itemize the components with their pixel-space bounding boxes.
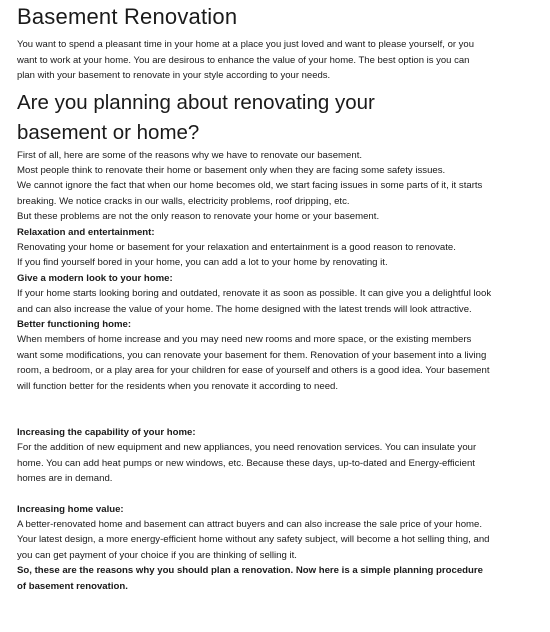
section-title: Are you planning about renovating your basement or home? [17,90,375,144]
subheading-modern-look: Give a modern look to your home: [17,272,173,284]
subheading-home-value: Increasing home value: [17,503,124,515]
paragraph: If your home starts looking boring and outdated, renovate it as soon as possible. It can give you a delightful look and can also increase the value of your home. The home designed with the latest trends will look attractive. [17,288,492,315]
lead-paragraph: First of all, here are some of the reasons why we have to renovate our basement. [17,149,363,161]
reason-paragraph: But these problems are not the only reason to renovate your home or your basement. [17,211,380,223]
subheading-relaxation: Relaxation and entertainment: [17,226,155,238]
subheading-better-functioning: Better functioning home: [17,318,132,330]
paragraph: For the addition of new equipment and new appliances, you need renovation services. You can insulate your home. You can add heat pumps or new windows, etc. Because these days, up-to-dated and Energy-efficient homes are in demand. [17,442,477,485]
paragraph: A better-renovated home and basement can attract buyers and can also increase the sale price of your home. Your latest design, a more energy-efficient home without any safety subject, will become a hot selling thing, and you can get payment of your choice if you are thinking of selling it. [17,519,490,561]
page-title: Basement Renovation [17,4,238,29]
subheading-capability: Increasing the capability of your home: [17,427,196,438]
paragraph: When members of home increase and you may need new rooms and more space, or the existing members want some modifications, you can renovate your basement for them. Renovation of your basement into a living room, a bedroom, or a play area for your children for ease of yourself and others is a good idea. Your basement will function better for the residents when you renovate it according to need. [17,334,490,392]
document-page [0,4,550,632]
spacer [17,487,492,502]
intro-paragraph: You want to spend a pleasant time in your home at a place you just loved and want to please yourself, or you want to work at your home. You are desirous to enhance the value of your home. The best option is you can plan with your basement to renovate in your style according to your needs. [17,39,474,81]
closing-paragraph: So, these are the reasons why you should plan a renovation. Now here is a simple planning procedure of basement renovation. [17,565,483,592]
paragraph: Renovating your home or basement for your relaxation and entertainment is a good reason to renovate. [17,241,456,253]
article-body [17,148,492,595]
reason-paragraph: We cannot ignore the fact that when our home becomes old, we start facing issues in some parts of it, it starts breaking. We notice cracks in our walls, electricity problems, roof dripping, etc. [17,180,483,207]
paragraph: If you find yourself bored in your home, you can add a lot to your home by renovating it. [17,257,388,269]
reason-paragraph: Most people think to renovate their home or basement only when they are facing some safety issues. [17,164,446,176]
spacer [17,394,492,425]
